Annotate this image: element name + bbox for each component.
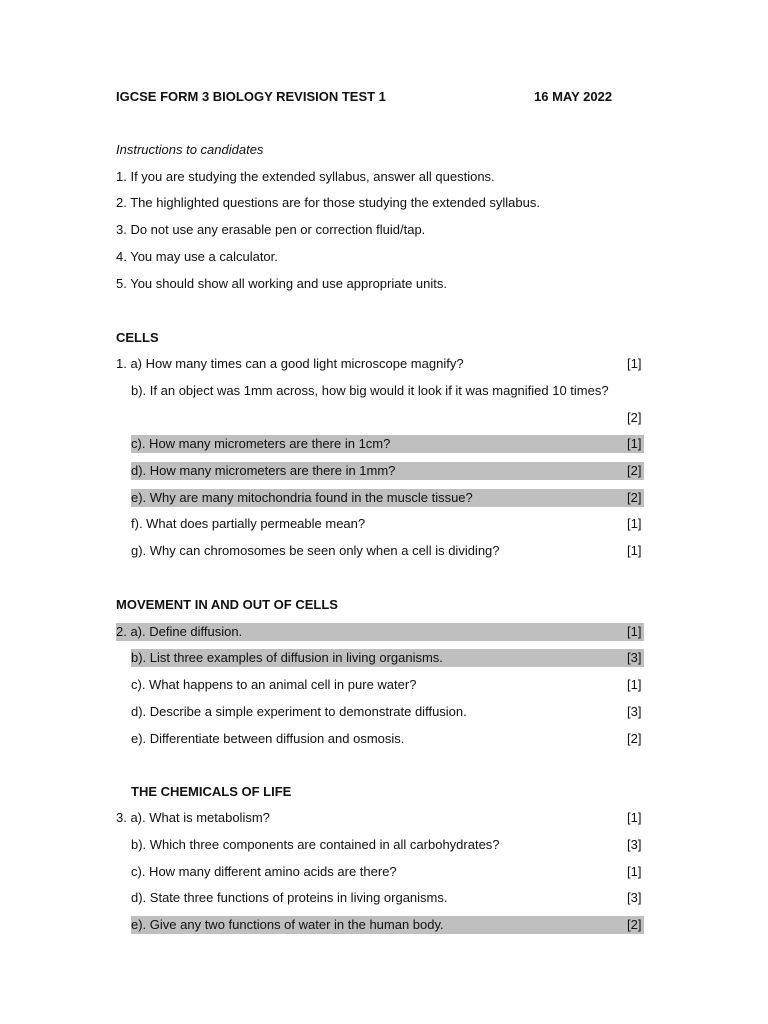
- question-marks: [1]: [627, 436, 642, 451]
- question-marks: [3]: [627, 837, 642, 852]
- instruction-item: 1. If you are studying the extended syllabus, answer all questions.: [116, 169, 495, 184]
- question-text: c). How many micrometers are there in 1cm?: [131, 436, 391, 451]
- question-row-highlighted: [131, 462, 644, 480]
- instruction-item: 5. You should show all working and use appropriate units.: [116, 276, 447, 291]
- question-row-highlighted: [131, 916, 644, 934]
- section-heading-cells: CELLS: [116, 330, 159, 345]
- question-text: g). Why can chromosomes be seen only when a cell is dividing?: [131, 543, 500, 558]
- question-text: f). What does partially permeable mean?: [131, 516, 366, 531]
- question-row: [131, 863, 397, 881]
- question-row: [131, 703, 467, 721]
- question-text: 1. a) How many times can a good light microscope magnify?: [116, 356, 464, 371]
- question-row: [131, 382, 609, 400]
- question-text: c). How many different amino acids are there?: [131, 864, 397, 879]
- question-text: e). Why are many mitochondria found in the muscle tissue?: [131, 490, 473, 505]
- section-heading-movement: MOVEMENT IN AND OUT OF CELLS: [116, 597, 338, 612]
- question-row: [131, 836, 500, 854]
- question-text: b). If an object was 1mm across, how big would it look if it was magnified 10 times?: [131, 383, 609, 398]
- question-row: [131, 889, 448, 907]
- question-row-highlighted: [131, 435, 644, 453]
- question-marks: [2]: [627, 463, 642, 478]
- question-text: 2. a). Define diffusion.: [116, 624, 243, 639]
- question-marks: [3]: [627, 704, 642, 719]
- question-marks: [2]: [627, 490, 642, 505]
- question-text: e). Differentiate between diffusion and osmosis.: [131, 731, 405, 746]
- question-text: d). How many micrometers are there in 1mm?: [131, 463, 396, 478]
- question-text: e). Give any two functions of water in the human body.: [131, 917, 444, 932]
- question-marks: [1]: [627, 356, 642, 371]
- question-marks: [1]: [627, 677, 642, 692]
- question-text: d). Describe a simple experiment to demonstrate diffusion.: [131, 704, 467, 719]
- instruction-item: 3. Do not use any erasable pen or correction fluid/tap.: [116, 222, 426, 237]
- question-text: b). List three examples of diffusion in living organisms.: [131, 650, 443, 665]
- question-marks: [2]: [627, 410, 642, 425]
- question-text: 3. a). What is metabolism?: [116, 810, 270, 825]
- question-marks: [1]: [627, 810, 642, 825]
- question-marks: [3]: [627, 650, 642, 665]
- question-row: [131, 730, 404, 748]
- question-row: [131, 676, 416, 694]
- question-marks: [3]: [627, 890, 642, 905]
- question-row: [116, 355, 644, 373]
- question-row-highlighted: [131, 489, 644, 507]
- question-row-highlighted: [131, 649, 644, 667]
- section-heading-chemicals: THE CHEMICALS OF LIFE: [131, 784, 292, 799]
- instructions-heading: Instructions to candidates: [116, 142, 264, 157]
- question-row: [131, 542, 500, 560]
- instruction-item: 4. You may use a calculator.: [116, 249, 278, 264]
- question-marks: [2]: [627, 917, 642, 932]
- question-text: c). What happens to an animal cell in pure water?: [131, 677, 417, 692]
- question-marks: [1]: [627, 624, 642, 639]
- question-marks: [1]: [627, 864, 642, 879]
- question-row-highlighted: [116, 623, 644, 641]
- question-marks: [1]: [627, 516, 642, 531]
- question-row: [131, 515, 365, 533]
- test-title: IGCSE FORM 3 BIOLOGY REVISION TEST 1: [116, 89, 386, 104]
- instruction-item: 2. The highlighted questions are for those studying the extended syllabus.: [116, 195, 540, 210]
- test-date: 16 MAY 2022: [534, 89, 613, 104]
- question-text: b). Which three components are contained in all carbohydrates?: [131, 837, 500, 852]
- question-row: [116, 809, 270, 827]
- question-marks: [1]: [627, 543, 642, 558]
- question-text: d). State three functions of proteins in living organisms.: [131, 890, 448, 905]
- question-marks: [2]: [627, 731, 642, 746]
